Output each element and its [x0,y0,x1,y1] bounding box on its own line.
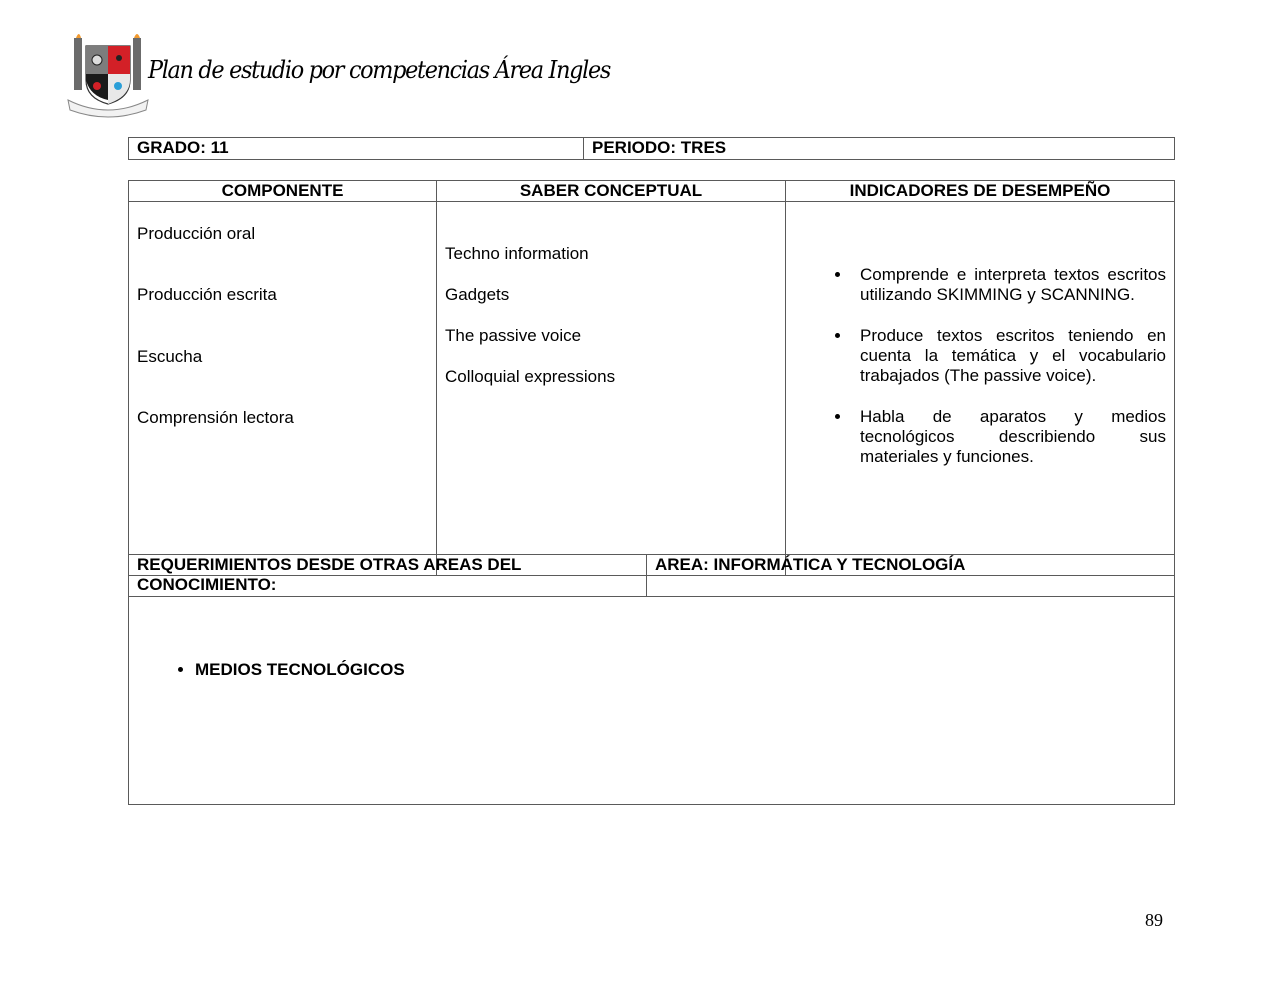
list-item: • Habla de aparatos y medios tecnológicos describiendo sus materiales y funciones. [852,407,1166,467]
indicadores-list [794,265,1166,467]
list-item: Comprensión lectora [137,408,294,427]
requirements-header: REQUERIMIENTOS DESDE OTRAS AREAS DEL CONOCIMIENTO: [129,555,647,597]
header-saber-conceptual: SABER CONCEPTUAL [437,181,786,202]
list-item: Gadgets [445,285,510,304]
list-item: Colloquial expressions [445,367,616,386]
list-item: • MEDIOS TECNOLÓGICOS [195,660,1166,680]
list-item: Producción escrita [137,285,277,304]
indicadores-cell [786,202,1175,576]
header-componente: COMPONENTE [129,181,437,202]
school-crest-icon [66,28,150,120]
requirements-list [137,660,1166,680]
document-title: Plan de estudio por competencias Área Ingles [148,56,611,84]
list-item: • Produce textos escritos teniendo en cuenta la temática y el vocabulario trabajados (The passive voice). [852,326,1166,386]
list-item: The passive voice [445,326,582,345]
periodo-cell: PERIODO: TRES [584,138,1175,160]
list-item: Producción oral [137,224,256,243]
curriculum-table [128,180,1175,576]
list-item: • Comprende e interpreta textos escritos utilizando SKIMMING y SCANNING. [852,265,1166,305]
componente-cell [129,202,437,576]
list-item: Escucha [137,347,203,366]
period-table [128,137,1175,160]
header-indicadores: INDICADORES DE DESEMPEÑO [786,181,1175,202]
requirements-content [129,597,1175,805]
list-item: Techno information [445,244,589,263]
grado-cell: GRADO: 11 [129,138,584,160]
area-header: AREA: INFORMÁTICA Y TECNOLOGÍA [647,555,1175,597]
page-number: 89 [1145,910,1163,930]
saber-conceptual-cell [437,202,786,576]
requirements-table [128,554,1175,805]
